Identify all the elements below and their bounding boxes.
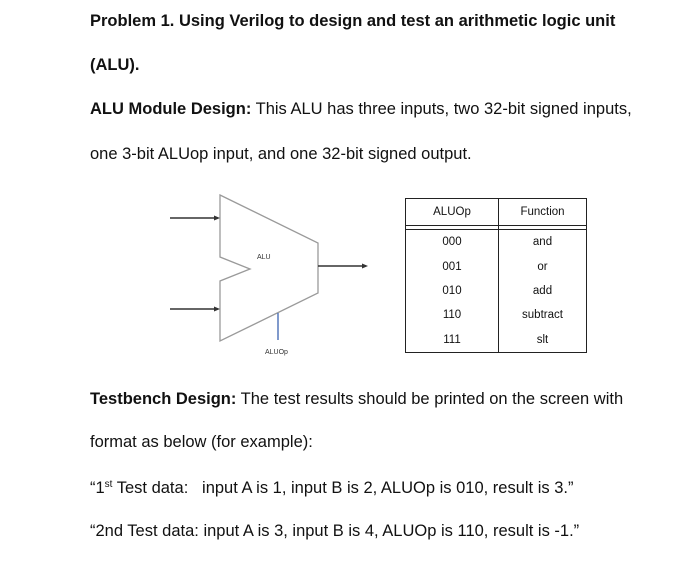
problem-title-line1: Problem 1. Using Verilog to design and test an arithmetic logic unit bbox=[90, 12, 616, 30]
table-cell-function: slt bbox=[499, 328, 587, 353]
testbench-line2: format as below (for example): bbox=[90, 433, 313, 451]
table-cell-aluop: 000 bbox=[406, 230, 499, 255]
table-cell-function: add bbox=[499, 279, 587, 303]
example-1 bbox=[90, 477, 573, 499]
alu-shape bbox=[220, 195, 318, 341]
example-1-rest: Test data: input A is 1, input B is 2, ALUOp is 010, result is 3.” bbox=[112, 479, 574, 497]
aluop-label: ALUOp bbox=[265, 349, 288, 356]
table-cell-function: and bbox=[499, 230, 587, 255]
input-a-arrowhead bbox=[214, 216, 220, 221]
header-aluop: ALUOp bbox=[406, 199, 499, 226]
alu-label: ALU bbox=[257, 254, 271, 261]
table-cell-aluop: 010 bbox=[406, 279, 499, 303]
output-arrowhead bbox=[362, 264, 368, 269]
table-cell-aluop: 001 bbox=[406, 254, 499, 278]
table-row bbox=[406, 279, 587, 303]
table-row bbox=[406, 328, 587, 353]
testbench-line1 bbox=[90, 388, 623, 410]
example-2: “2nd Test data: input A is 3, input B is 4, ALUOp is 110, result is -1.” bbox=[90, 522, 580, 540]
alu-design-line2: one 3-bit ALUop input, and one 32-bit signed output. bbox=[90, 145, 472, 163]
input-b-arrowhead bbox=[214, 307, 220, 312]
testbench-label: Testbench Design: bbox=[90, 390, 237, 408]
table-cell-function: subtract bbox=[499, 303, 587, 327]
aluop-function-table bbox=[405, 198, 587, 353]
alu-design-line1 bbox=[90, 98, 632, 120]
alu-design-label: ALU Module Design: bbox=[90, 100, 252, 118]
alu-design-text1: This ALU has three inputs, two 32-bit signed inputs, bbox=[251, 100, 632, 118]
problem-title-line2: (ALU). bbox=[90, 56, 140, 74]
table-row bbox=[406, 230, 587, 255]
table-cell-aluop: 110 bbox=[406, 303, 499, 327]
testbench-text1: The test results should be printed on the screen with bbox=[236, 390, 624, 408]
table-row bbox=[406, 254, 587, 278]
example-1-prefix: “1 bbox=[90, 479, 105, 497]
header-function: Function bbox=[499, 199, 587, 226]
alu-diagram bbox=[160, 185, 400, 370]
table-cell-function: or bbox=[499, 254, 587, 278]
table-row bbox=[406, 303, 587, 327]
example-1-sup: st bbox=[104, 479, 113, 490]
table-cell-aluop: 111 bbox=[406, 328, 499, 353]
